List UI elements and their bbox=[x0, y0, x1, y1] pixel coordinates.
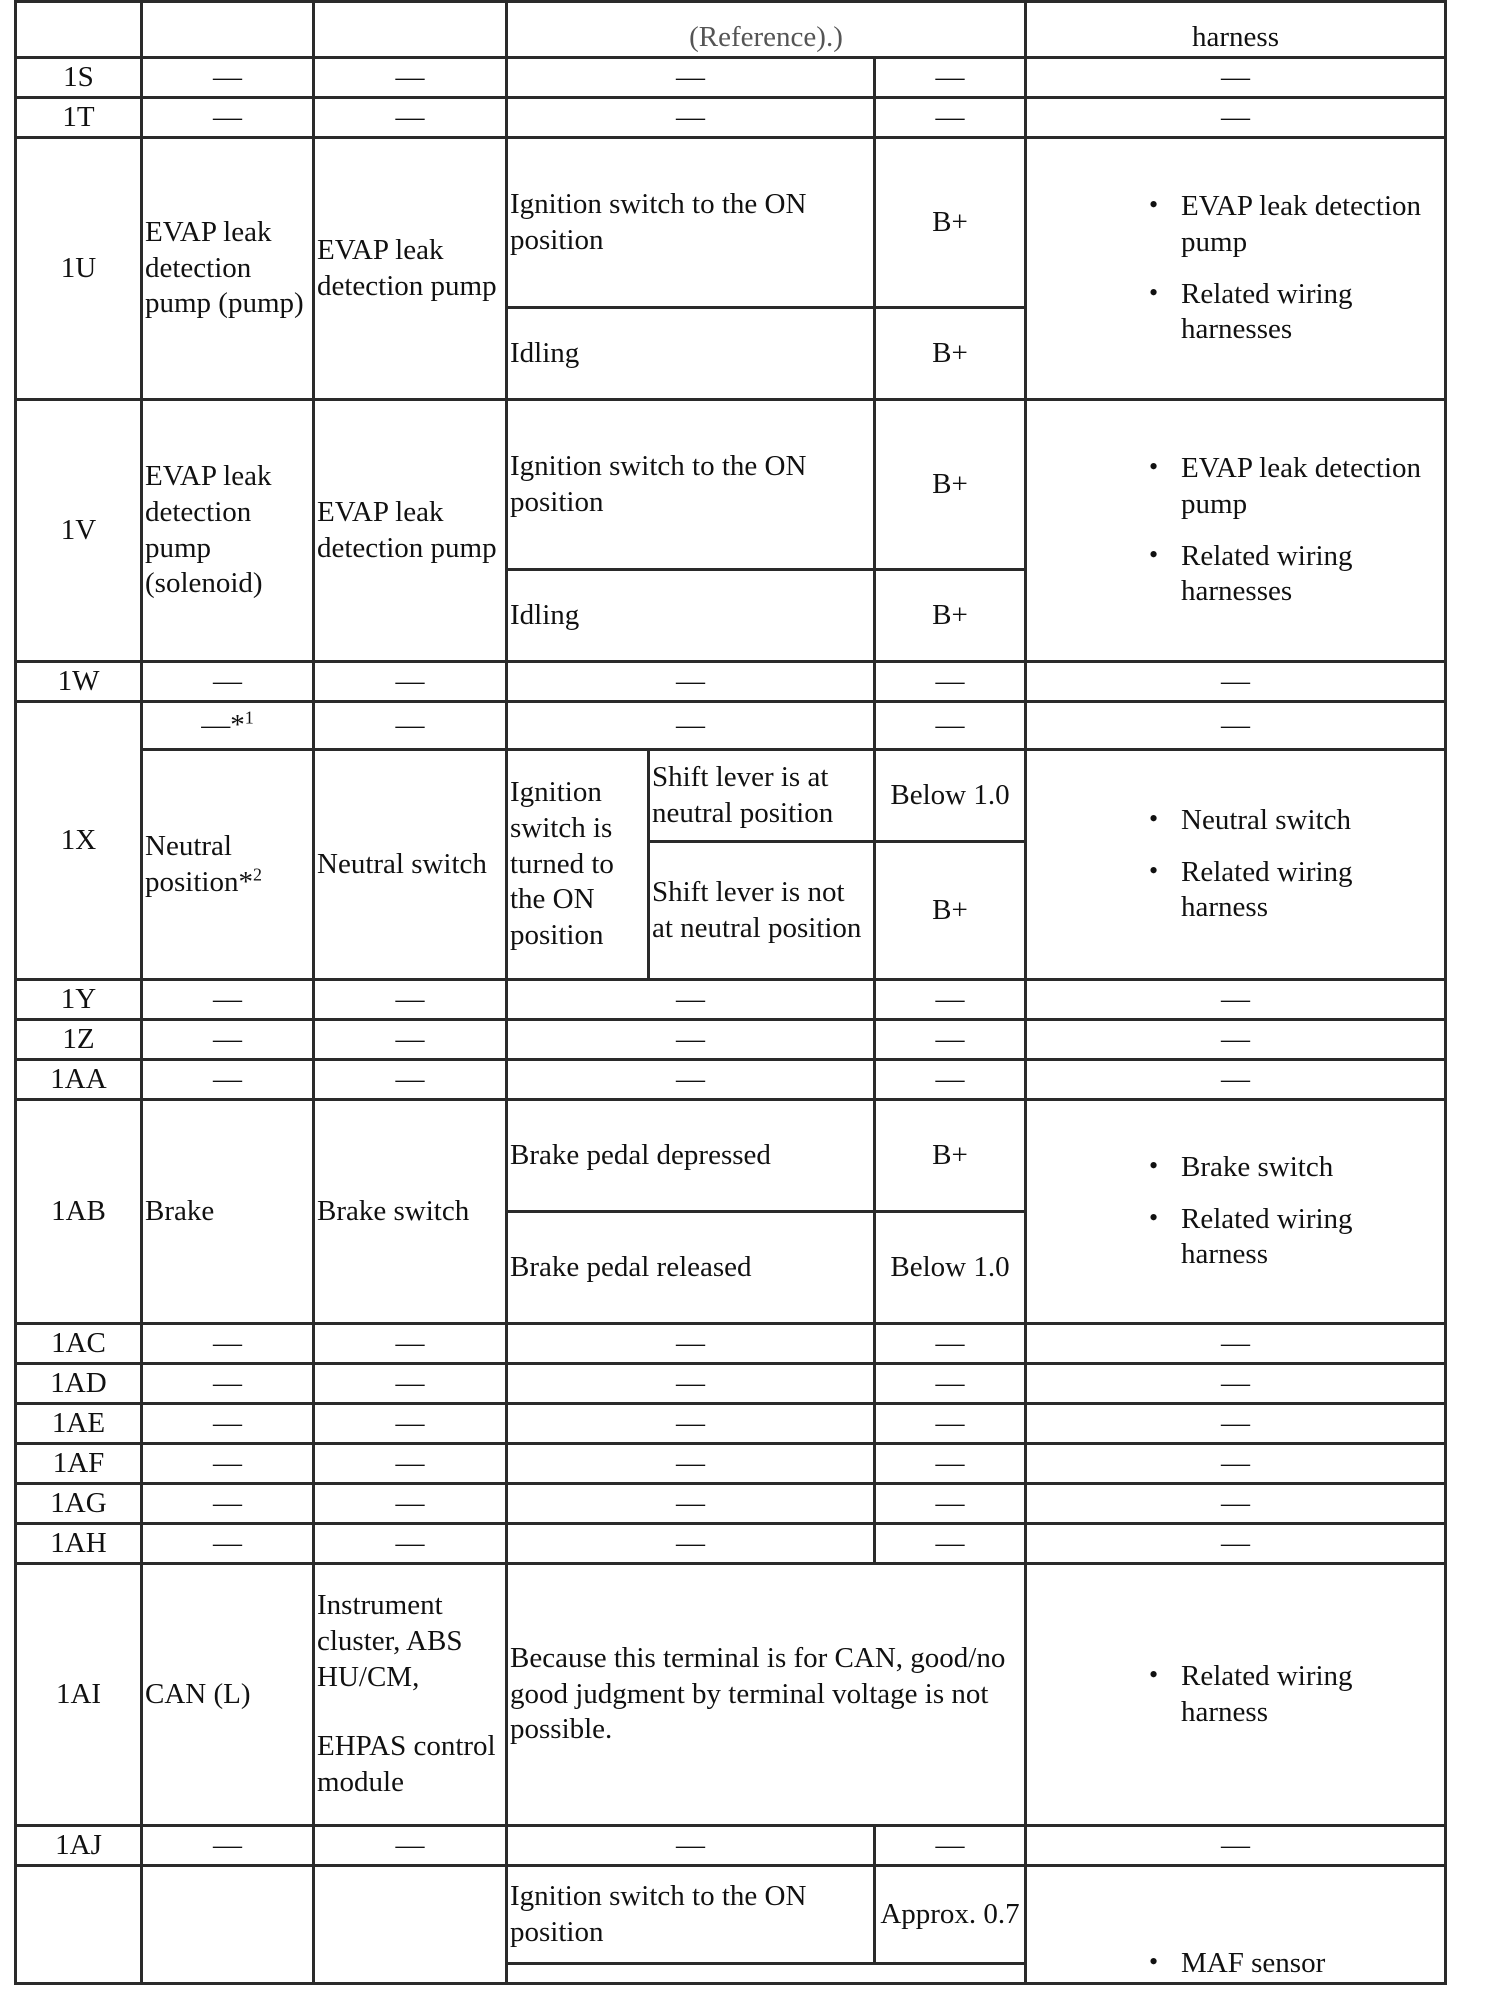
list-item: • Related wiring harnesses bbox=[1181, 277, 1442, 349]
list-item: • MAF sensor bbox=[1181, 1946, 1442, 1982]
terminal-cell: 1AA bbox=[16, 1060, 142, 1100]
dash-cell: — bbox=[1026, 98, 1446, 138]
dash-cell: — bbox=[314, 1484, 507, 1524]
dash-cell: — bbox=[314, 98, 507, 138]
dash-cell: — bbox=[875, 662, 1026, 702]
dash-cell: — bbox=[875, 1826, 1026, 1866]
voltage-cell: B+ bbox=[875, 842, 1026, 980]
table-row bbox=[16, 2, 1446, 58]
dash-cell: — bbox=[142, 1484, 314, 1524]
inspection-list bbox=[1147, 1150, 1442, 1274]
terminal-cell: 1T bbox=[16, 98, 142, 138]
table-row bbox=[16, 1324, 1446, 1364]
footnote-mark: 2 bbox=[252, 863, 262, 884]
terminal-cell: 1X bbox=[16, 702, 142, 980]
dash-cell: — bbox=[314, 1060, 507, 1100]
terminal-cell: 1AH bbox=[16, 1524, 142, 1564]
inspection-list bbox=[1147, 1659, 1442, 1731]
condition-cell: Idling bbox=[507, 570, 875, 662]
inspection-list bbox=[1147, 1946, 1442, 1982]
condition-cell: Brake pedal depressed bbox=[507, 1100, 875, 1212]
dash-cell: — bbox=[314, 58, 507, 98]
dash-cell: — bbox=[314, 1404, 507, 1444]
dash-cell: — bbox=[314, 1444, 507, 1484]
terminal-cell: 1V bbox=[16, 400, 142, 662]
dash-cell: — bbox=[314, 980, 507, 1020]
inspection-items-cell bbox=[1026, 138, 1446, 400]
dash-cell: — bbox=[314, 702, 507, 750]
terminal-cell: 1Y bbox=[16, 980, 142, 1020]
signal-cell: EVAP leak detection pump (solenoid) bbox=[142, 400, 314, 662]
voltage-cell: Approx. 0.7 bbox=[875, 1866, 1026, 1964]
dash-cell: — bbox=[142, 980, 314, 1020]
terminal-voltage-table bbox=[14, 0, 1447, 1985]
voltage-cell: Below 1.0 bbox=[875, 1212, 1026, 1324]
terminal-cell: 1U bbox=[16, 138, 142, 400]
list-item: • Related wiring harness bbox=[1181, 1659, 1442, 1731]
related-cell: harness bbox=[1026, 2, 1446, 58]
list-item: • EVAP leak detection pump bbox=[1181, 189, 1442, 261]
dash-cell: — bbox=[875, 1444, 1026, 1484]
dash-cell: — bbox=[507, 980, 875, 1020]
inspection-list bbox=[1147, 451, 1442, 611]
voltage-cell: Below 1.0 bbox=[875, 750, 1026, 842]
table-row bbox=[16, 1564, 1446, 1826]
voltage-cell: B+ bbox=[875, 400, 1026, 570]
table-row bbox=[16, 1484, 1446, 1524]
dash-cell: — bbox=[507, 1020, 875, 1060]
dash-cell: — bbox=[875, 1484, 1026, 1524]
sub-condition-cell: Shift lever is not at neutral position bbox=[649, 842, 875, 980]
connected-to-cell: EVAP leak detection pump bbox=[314, 138, 507, 400]
terminal-cell: 1AI bbox=[16, 1564, 142, 1826]
condition-cell: Idling bbox=[507, 308, 875, 400]
dash-cell: — bbox=[314, 662, 507, 702]
dash-cell: — bbox=[142, 1826, 314, 1866]
condition-cell: Ignition switch is turned to the ON position bbox=[507, 750, 649, 980]
connected-to-cell: Brake switch bbox=[314, 1100, 507, 1324]
dash-cell: — bbox=[875, 1364, 1026, 1404]
dash-cell: — bbox=[875, 1324, 1026, 1364]
table-row bbox=[16, 662, 1446, 702]
table-row bbox=[16, 58, 1446, 98]
dash-cell: — bbox=[507, 1826, 875, 1866]
connected-to-cell: EVAP leak detection pump bbox=[314, 400, 507, 662]
connected-to-text: EHPAS control module bbox=[317, 1730, 496, 1799]
terminal-cell: 1S bbox=[16, 58, 142, 98]
voltage-cell: B+ bbox=[875, 1100, 1026, 1212]
condition-cell: Ignition switch to the ON position bbox=[507, 138, 875, 308]
dash-cell: — bbox=[1026, 662, 1446, 702]
dash-cell: — bbox=[507, 1524, 875, 1564]
footnote-dash-cell: —*$^1$ bbox=[142, 702, 314, 750]
dash-cell: — bbox=[1026, 1826, 1446, 1866]
dash-cell: — bbox=[1026, 1524, 1446, 1564]
signal-cell bbox=[142, 750, 314, 980]
reference-cell: (Reference).) bbox=[507, 2, 1026, 58]
dash-cell: — bbox=[142, 1364, 314, 1404]
dash-cell: — bbox=[1026, 1324, 1446, 1364]
dash-cell: — bbox=[507, 98, 875, 138]
dash-cell: — bbox=[875, 980, 1026, 1020]
terminal-cell: 1AG bbox=[16, 1484, 142, 1524]
table-row bbox=[16, 702, 1446, 750]
dash-cell: — bbox=[1026, 1404, 1446, 1444]
dash-cell: — bbox=[314, 1020, 507, 1060]
list-item: • Related wiring harness bbox=[1181, 855, 1442, 927]
list-item: • Related wiring harness bbox=[1181, 1202, 1442, 1274]
list-item: • Brake switch bbox=[1181, 1150, 1442, 1186]
signal-cell: Brake bbox=[142, 1100, 314, 1324]
inspection-list bbox=[1147, 189, 1442, 349]
inspection-items-cell bbox=[1026, 400, 1446, 662]
inspection-items-cell bbox=[1026, 1100, 1446, 1324]
inspection-items-cell bbox=[1026, 1564, 1446, 1826]
table-row bbox=[16, 1524, 1446, 1564]
voltage-cell: B+ bbox=[875, 308, 1026, 400]
dash-cell: — bbox=[1026, 702, 1446, 750]
dash-cell: — bbox=[1026, 1060, 1446, 1100]
dash-cell: — bbox=[507, 1060, 875, 1100]
dash-cell: — bbox=[142, 98, 314, 138]
table-row bbox=[16, 1866, 1446, 1964]
table-row bbox=[16, 1444, 1446, 1484]
table-row bbox=[16, 400, 1446, 570]
dash-cell: — bbox=[1026, 1444, 1446, 1484]
terminal-cell: 1AF bbox=[16, 1444, 142, 1484]
dash-cell: — bbox=[875, 1404, 1026, 1444]
terminal-cell: 1AJ bbox=[16, 1826, 142, 1866]
connected-to-cell bbox=[314, 1564, 507, 1826]
terminal-cell: 1AD bbox=[16, 1364, 142, 1404]
list-item: • EVAP leak detection pump bbox=[1181, 451, 1442, 523]
dash-cell: — bbox=[507, 58, 875, 98]
dash-cell: — bbox=[507, 1444, 875, 1484]
dash-cell: — bbox=[142, 1524, 314, 1564]
dash-cell: — bbox=[142, 1020, 314, 1060]
dash-cell: — bbox=[314, 1324, 507, 1364]
dash-cell: — bbox=[1026, 1020, 1446, 1060]
table-row bbox=[16, 1020, 1446, 1060]
dash-cell: — bbox=[507, 1324, 875, 1364]
dash-cell: — bbox=[1026, 1364, 1446, 1404]
table-row bbox=[16, 980, 1446, 1020]
dash-cell: — bbox=[875, 98, 1026, 138]
dash-cell: — bbox=[1026, 58, 1446, 98]
signal-cell: EVAP leak detection pump (pump) bbox=[142, 138, 314, 400]
footnote-mark: 1 bbox=[244, 706, 254, 727]
inspection-items-cell bbox=[1026, 1866, 1446, 1984]
terminal-cell: 1AB bbox=[16, 1100, 142, 1324]
table-row bbox=[16, 1404, 1446, 1444]
dash-cell: — bbox=[314, 1364, 507, 1404]
terminal-cell: 1AC bbox=[16, 1324, 142, 1364]
table-row bbox=[16, 98, 1446, 138]
dash-cell: — bbox=[142, 1404, 314, 1444]
signal-text: Neutral position* bbox=[145, 829, 253, 898]
connected-to-cell: Neutral switch bbox=[314, 750, 507, 980]
table-row bbox=[16, 1100, 1446, 1212]
dash-cell: — bbox=[875, 1524, 1026, 1564]
dash-cell: — bbox=[875, 1020, 1026, 1060]
note-cell: Because this terminal is for CAN, good/no good judgment by terminal voltage is not possible. bbox=[507, 1564, 1026, 1826]
terminal-cell: 1Z bbox=[16, 1020, 142, 1060]
list-item: • Neutral switch bbox=[1181, 803, 1442, 839]
connected-to-text: Instrument cluster, ABS HU/CM, bbox=[317, 1588, 463, 1693]
dash-cell: — bbox=[507, 1364, 875, 1404]
table-row bbox=[16, 1364, 1446, 1404]
voltage-cell: B+ bbox=[875, 570, 1026, 662]
dash-cell: — bbox=[142, 662, 314, 702]
dash-cell: — bbox=[142, 1324, 314, 1364]
dash-cell: — bbox=[142, 1060, 314, 1100]
dash-cell: — bbox=[507, 662, 875, 702]
table-row bbox=[16, 1826, 1446, 1866]
condition-cell: Brake pedal released bbox=[507, 1212, 875, 1324]
dash-cell: — bbox=[142, 58, 314, 98]
dash-cell: — bbox=[875, 1060, 1026, 1100]
dash-cell: — bbox=[314, 1826, 507, 1866]
inspection-items-cell bbox=[1026, 750, 1446, 980]
signal-cell: CAN (L) bbox=[142, 1564, 314, 1826]
terminal-cell: 1AE bbox=[16, 1404, 142, 1444]
list-item: • Related wiring harnesses bbox=[1181, 539, 1442, 611]
dash-cell: — bbox=[142, 1444, 314, 1484]
voltage-cell: B+ bbox=[875, 138, 1026, 308]
dash-cell: — bbox=[1026, 1484, 1446, 1524]
terminal-cell: 1W bbox=[16, 662, 142, 702]
dash-text: — bbox=[201, 708, 231, 741]
dash-cell: — bbox=[507, 1484, 875, 1524]
dash-cell: — bbox=[875, 702, 1026, 750]
dash-cell: — bbox=[314, 1524, 507, 1564]
dash-cell: — bbox=[875, 58, 1026, 98]
inspection-list bbox=[1147, 803, 1442, 927]
dash-cell: — bbox=[507, 702, 875, 750]
sub-condition-cell: Shift lever is at neutral position bbox=[649, 750, 875, 842]
table-row bbox=[16, 750, 1446, 842]
table-row bbox=[16, 138, 1446, 308]
condition-cell: Ignition switch to the ON position bbox=[507, 400, 875, 570]
condition-cell: Ignition switch to the ON position bbox=[507, 1866, 875, 1964]
table-row bbox=[16, 1060, 1446, 1100]
dash-cell: — bbox=[1026, 980, 1446, 1020]
dash-cell: — bbox=[507, 1404, 875, 1444]
